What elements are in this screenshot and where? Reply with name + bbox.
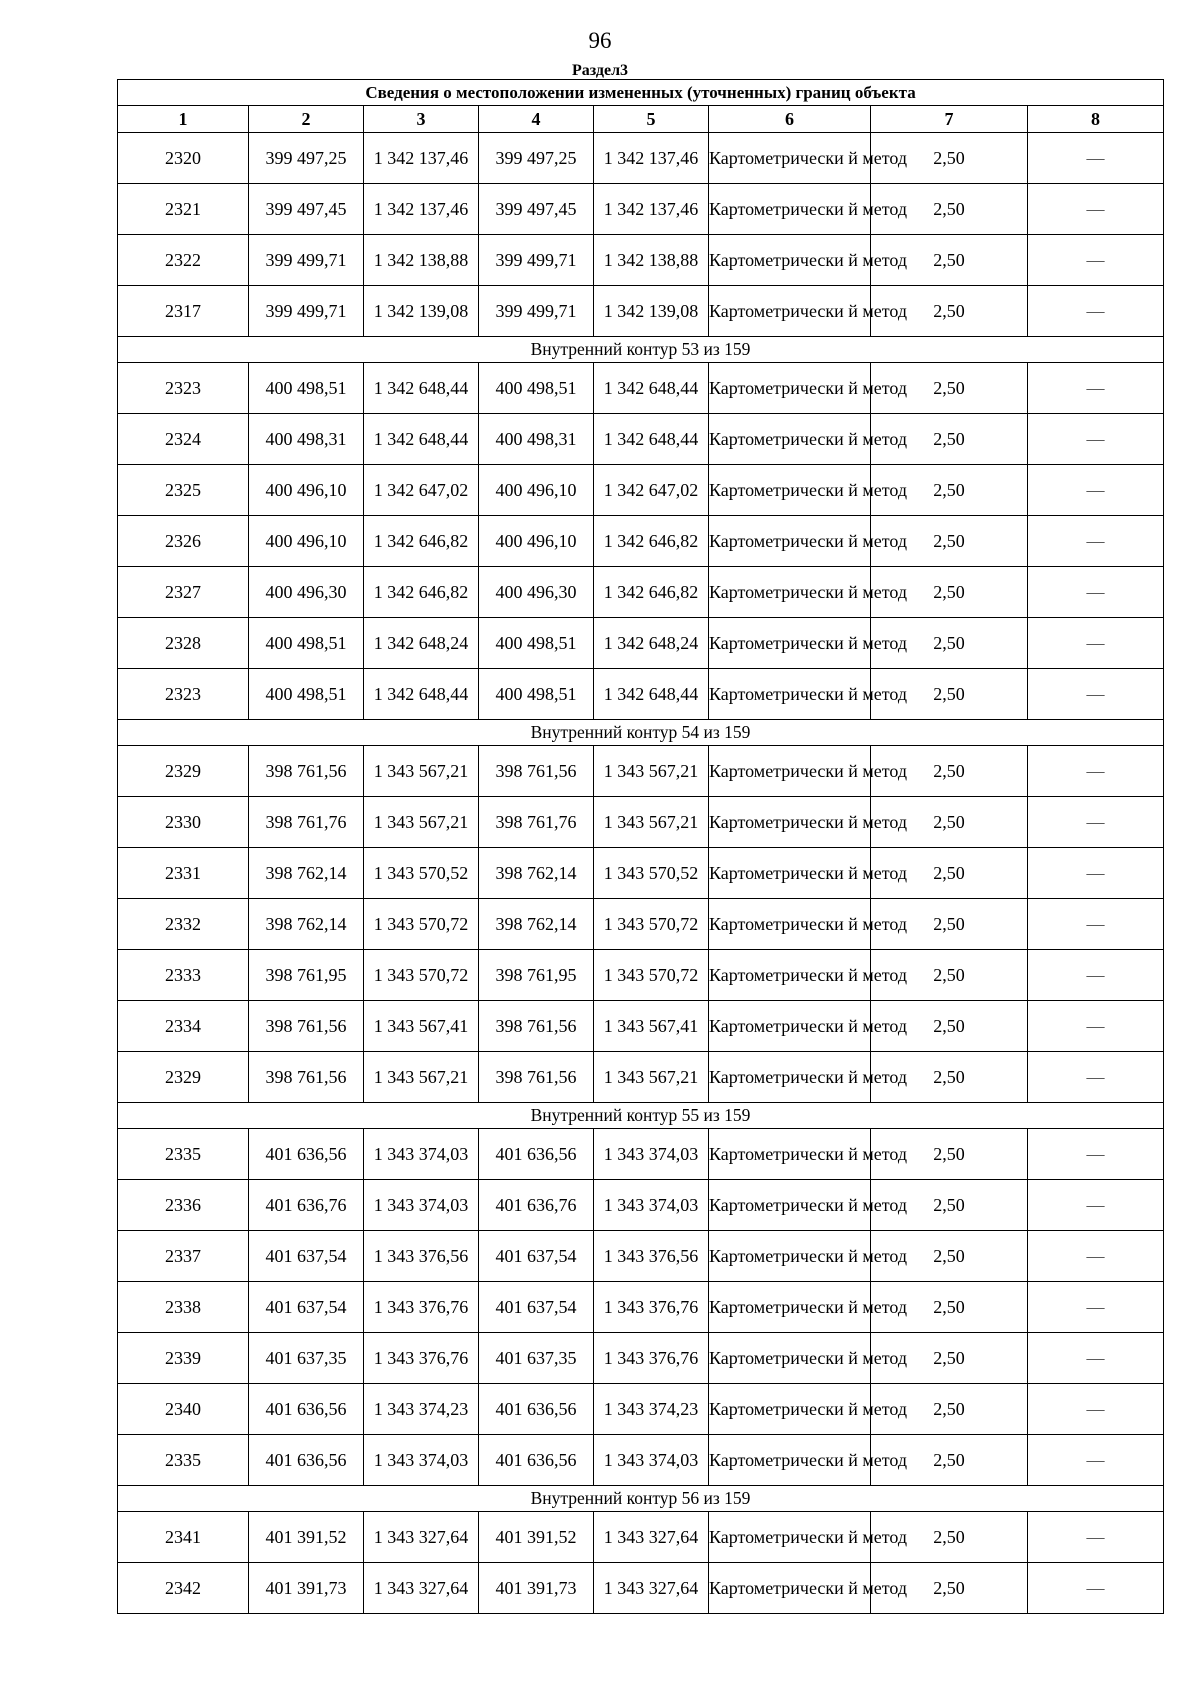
- y-new-cell: 1 342 139,08: [594, 286, 709, 337]
- y-old-cell: 1 343 567,21: [364, 797, 479, 848]
- x-old-cell: 401 391,52: [249, 1512, 364, 1563]
- y-new-cell: 1 342 646,82: [594, 516, 709, 567]
- note-cell: —: [1028, 1512, 1164, 1563]
- column-number-8: 8: [1028, 106, 1164, 133]
- point-number-cell: 2329: [118, 1052, 249, 1103]
- x-new-cell: 401 391,52: [479, 1512, 594, 1563]
- y-new-cell: 1 342 648,44: [594, 414, 709, 465]
- table-row: [118, 899, 1164, 950]
- point-number-cell: 2323: [118, 363, 249, 414]
- point-number-cell: 2337: [118, 1231, 249, 1282]
- y-new-cell: 1 343 567,21: [594, 797, 709, 848]
- x-new-cell: 401 636,56: [479, 1435, 594, 1486]
- y-old-cell: 1 343 374,03: [364, 1129, 479, 1180]
- table-row: [118, 1052, 1164, 1103]
- y-old-cell: 1 342 137,46: [364, 133, 479, 184]
- column-number-row: [118, 106, 1164, 133]
- y-new-cell: 1 342 648,44: [594, 669, 709, 720]
- x-old-cell: 400 496,30: [249, 567, 364, 618]
- y-new-cell: 1 343 570,72: [594, 899, 709, 950]
- accuracy-cell: 2,50: [871, 746, 1028, 797]
- note-cell: —: [1028, 1282, 1164, 1333]
- note-cell: —: [1028, 184, 1164, 235]
- contour-row: [118, 1486, 1164, 1512]
- y-new-cell: 1 343 570,52: [594, 848, 709, 899]
- y-new-cell: 1 343 567,21: [594, 746, 709, 797]
- point-number-cell: 2342: [118, 1563, 249, 1614]
- note-cell: —: [1028, 286, 1164, 337]
- x-old-cell: 399 499,71: [249, 286, 364, 337]
- x-old-cell: 400 496,10: [249, 516, 364, 567]
- x-old-cell: 400 498,31: [249, 414, 364, 465]
- y-new-cell: 1 343 374,03: [594, 1180, 709, 1231]
- y-old-cell: 1 342 137,46: [364, 184, 479, 235]
- y-new-cell: 1 343 374,23: [594, 1384, 709, 1435]
- note-cell: —: [1028, 1384, 1164, 1435]
- accuracy-cell: 2,50: [871, 1333, 1028, 1384]
- y-new-cell: 1 343 327,64: [594, 1563, 709, 1614]
- note-cell: —: [1028, 669, 1164, 720]
- x-new-cell: 401 637,54: [479, 1231, 594, 1282]
- accuracy-cell: 2,50: [871, 184, 1028, 235]
- point-number-cell: 2332: [118, 899, 249, 950]
- method-cell: Картометрически й метод: [709, 746, 871, 797]
- note-cell: —: [1028, 797, 1164, 848]
- accuracy-cell: 2,50: [871, 950, 1028, 1001]
- y-old-cell: 1 343 570,72: [364, 899, 479, 950]
- x-new-cell: 398 761,95: [479, 950, 594, 1001]
- note-cell: —: [1028, 567, 1164, 618]
- note-cell: —: [1028, 1129, 1164, 1180]
- y-new-cell: 1 343 327,64: [594, 1512, 709, 1563]
- x-old-cell: 398 761,76: [249, 797, 364, 848]
- column-number-3: 3: [364, 106, 479, 133]
- contour-label: Внутренний контур 54 из 159: [118, 720, 1164, 746]
- x-new-cell: 398 761,56: [479, 1001, 594, 1052]
- accuracy-cell: 2,50: [871, 465, 1028, 516]
- table-body: [118, 133, 1164, 1614]
- x-new-cell: 398 762,14: [479, 848, 594, 899]
- x-old-cell: 398 761,56: [249, 746, 364, 797]
- y-old-cell: 1 343 567,41: [364, 1001, 479, 1052]
- y-old-cell: 1 342 138,88: [364, 235, 479, 286]
- coordinates-table: [117, 79, 1164, 1614]
- x-new-cell: 398 761,56: [479, 746, 594, 797]
- table-row: [118, 133, 1164, 184]
- y-new-cell: 1 342 646,82: [594, 567, 709, 618]
- x-old-cell: 399 497,45: [249, 184, 364, 235]
- x-old-cell: 399 499,71: [249, 235, 364, 286]
- y-new-cell: 1 343 376,56: [594, 1231, 709, 1282]
- point-number-cell: 2329: [118, 746, 249, 797]
- accuracy-cell: 2,50: [871, 899, 1028, 950]
- x-old-cell: 398 762,14: [249, 899, 364, 950]
- method-cell: Картометрически й метод: [709, 1129, 871, 1180]
- method-cell: Картометрически й метод: [709, 363, 871, 414]
- point-number-cell: 2335: [118, 1435, 249, 1486]
- contour-row: [118, 1103, 1164, 1129]
- x-old-cell: 400 498,51: [249, 363, 364, 414]
- note-cell: —: [1028, 363, 1164, 414]
- method-cell: Картометрически й метод: [709, 133, 871, 184]
- table-row: [118, 1435, 1164, 1486]
- table-row: [118, 414, 1164, 465]
- y-old-cell: 1 343 570,52: [364, 848, 479, 899]
- accuracy-cell: 2,50: [871, 1435, 1028, 1486]
- x-old-cell: 401 637,35: [249, 1333, 364, 1384]
- y-old-cell: 1 343 567,21: [364, 1052, 479, 1103]
- note-cell: —: [1028, 235, 1164, 286]
- x-old-cell: 398 761,56: [249, 1001, 364, 1052]
- point-number-cell: 2321: [118, 184, 249, 235]
- note-cell: —: [1028, 1052, 1164, 1103]
- table-row: [118, 1512, 1164, 1563]
- contour-label: Внутренний контур 56 из 159: [118, 1486, 1164, 1512]
- method-cell: Картометрически й метод: [709, 516, 871, 567]
- section-title: Раздел3: [571, 62, 629, 79]
- note-cell: —: [1028, 1231, 1164, 1282]
- point-number-cell: 2335: [118, 1129, 249, 1180]
- method-cell: Картометрически й метод: [709, 950, 871, 1001]
- method-cell: Картометрически й метод: [709, 899, 871, 950]
- x-new-cell: 399 499,71: [479, 286, 594, 337]
- method-cell: Картометрически й метод: [709, 567, 871, 618]
- note-cell: —: [1028, 1563, 1164, 1614]
- point-number-cell: 2317: [118, 286, 249, 337]
- method-cell: Картометрически й метод: [709, 1001, 871, 1052]
- table-row: [118, 1333, 1164, 1384]
- y-old-cell: 1 343 327,64: [364, 1563, 479, 1614]
- method-cell: Картометрически й метод: [709, 1384, 871, 1435]
- point-number-cell: 2327: [118, 567, 249, 618]
- y-new-cell: 1 343 374,03: [594, 1435, 709, 1486]
- point-number-cell: 2339: [118, 1333, 249, 1384]
- y-old-cell: 1 343 374,23: [364, 1384, 479, 1435]
- table-row: [118, 465, 1164, 516]
- contour-row: [118, 337, 1164, 363]
- x-new-cell: 401 391,73: [479, 1563, 594, 1614]
- method-cell: Картометрически й метод: [709, 1231, 871, 1282]
- method-cell: Картометрически й метод: [709, 1512, 871, 1563]
- x-new-cell: 400 498,51: [479, 363, 594, 414]
- x-new-cell: 401 636,76: [479, 1180, 594, 1231]
- table-row: [118, 746, 1164, 797]
- x-new-cell: 400 496,10: [479, 465, 594, 516]
- x-old-cell: 401 636,56: [249, 1435, 364, 1486]
- method-cell: Картометрически й метод: [709, 848, 871, 899]
- x-new-cell: 401 636,56: [479, 1129, 594, 1180]
- y-old-cell: 1 343 374,03: [364, 1435, 479, 1486]
- x-new-cell: 398 761,56: [479, 1052, 594, 1103]
- y-new-cell: 1 343 567,41: [594, 1001, 709, 1052]
- method-cell: Картометрически й метод: [709, 1282, 871, 1333]
- y-old-cell: 1 342 648,44: [364, 363, 479, 414]
- x-new-cell: 400 496,10: [479, 516, 594, 567]
- x-old-cell: 401 637,54: [249, 1282, 364, 1333]
- table-row: [118, 1180, 1164, 1231]
- x-old-cell: 399 497,25: [249, 133, 364, 184]
- method-cell: Картометрически й метод: [709, 1435, 871, 1486]
- column-number-1: 1: [118, 106, 249, 133]
- x-old-cell: 398 761,56: [249, 1052, 364, 1103]
- note-cell: —: [1028, 465, 1164, 516]
- contour-row: [118, 720, 1164, 746]
- y-old-cell: 1 342 647,02: [364, 465, 479, 516]
- point-number-cell: 2338: [118, 1282, 249, 1333]
- point-number-cell: 2333: [118, 950, 249, 1001]
- x-new-cell: 401 637,54: [479, 1282, 594, 1333]
- y-new-cell: 1 342 647,02: [594, 465, 709, 516]
- x-new-cell: 399 499,71: [479, 235, 594, 286]
- column-number-4: 4: [479, 106, 594, 133]
- accuracy-cell: 2,50: [871, 669, 1028, 720]
- y-new-cell: 1 342 137,46: [594, 184, 709, 235]
- accuracy-cell: 2,50: [871, 1231, 1028, 1282]
- x-old-cell: 400 498,51: [249, 669, 364, 720]
- point-number-cell: 2331: [118, 848, 249, 899]
- column-number-6: 6: [709, 106, 871, 133]
- note-cell: —: [1028, 1180, 1164, 1231]
- accuracy-cell: 2,50: [871, 1563, 1028, 1614]
- accuracy-cell: 2,50: [871, 1001, 1028, 1052]
- note-cell: —: [1028, 899, 1164, 950]
- y-new-cell: 1 343 376,76: [594, 1282, 709, 1333]
- method-cell: Картометрически й метод: [709, 414, 871, 465]
- x-new-cell: 399 497,25: [479, 133, 594, 184]
- point-number-cell: 2328: [118, 618, 249, 669]
- table-row: [118, 1231, 1164, 1282]
- y-new-cell: 1 343 374,03: [594, 1129, 709, 1180]
- method-cell: Картометрически й метод: [709, 1180, 871, 1231]
- y-new-cell: 1 343 567,21: [594, 1052, 709, 1103]
- x-new-cell: 400 498,51: [479, 669, 594, 720]
- point-number-cell: 2330: [118, 797, 249, 848]
- contour-label: Внутренний контур 55 из 159: [118, 1103, 1164, 1129]
- x-old-cell: 401 636,76: [249, 1180, 364, 1231]
- table-row: [118, 286, 1164, 337]
- y-old-cell: 1 343 374,03: [364, 1180, 479, 1231]
- note-cell: —: [1028, 618, 1164, 669]
- y-old-cell: 1 343 376,56: [364, 1231, 479, 1282]
- point-number-cell: 2341: [118, 1512, 249, 1563]
- accuracy-cell: 2,50: [871, 1512, 1028, 1563]
- point-number-cell: 2323: [118, 669, 249, 720]
- x-old-cell: 401 636,56: [249, 1129, 364, 1180]
- x-new-cell: 398 762,14: [479, 899, 594, 950]
- point-number-cell: 2322: [118, 235, 249, 286]
- table-row: [118, 184, 1164, 235]
- x-new-cell: 400 498,31: [479, 414, 594, 465]
- note-cell: —: [1028, 1435, 1164, 1486]
- y-old-cell: 1 343 376,76: [364, 1333, 479, 1384]
- y-old-cell: 1 343 376,76: [364, 1282, 479, 1333]
- y-old-cell: 1 342 648,44: [364, 414, 479, 465]
- accuracy-cell: 2,50: [871, 1384, 1028, 1435]
- x-old-cell: 401 636,56: [249, 1384, 364, 1435]
- y-old-cell: 1 343 567,21: [364, 746, 479, 797]
- accuracy-cell: 2,50: [871, 363, 1028, 414]
- method-cell: Картометрически й метод: [709, 669, 871, 720]
- method-cell: Картометрически й метод: [709, 465, 871, 516]
- method-cell: Картометрически й метод: [709, 1052, 871, 1103]
- y-old-cell: 1 343 327,64: [364, 1512, 479, 1563]
- accuracy-cell: 2,50: [871, 1282, 1028, 1333]
- note-cell: —: [1028, 1333, 1164, 1384]
- x-new-cell: 401 637,35: [479, 1333, 594, 1384]
- method-cell: Картометрически й метод: [709, 235, 871, 286]
- y-old-cell: 1 342 646,82: [364, 567, 479, 618]
- x-old-cell: 398 762,14: [249, 848, 364, 899]
- accuracy-cell: 2,50: [871, 797, 1028, 848]
- y-old-cell: 1 342 648,44: [364, 669, 479, 720]
- table-row: [118, 1282, 1164, 1333]
- table-row: [118, 669, 1164, 720]
- accuracy-cell: 2,50: [871, 618, 1028, 669]
- accuracy-cell: 2,50: [871, 1052, 1028, 1103]
- page-number: 96: [588, 28, 612, 53]
- x-old-cell: 398 761,95: [249, 950, 364, 1001]
- method-cell: Картометрически й метод: [709, 1333, 871, 1384]
- note-cell: —: [1028, 516, 1164, 567]
- accuracy-cell: 2,50: [871, 1129, 1028, 1180]
- table-row: [118, 235, 1164, 286]
- point-number-cell: 2336: [118, 1180, 249, 1231]
- note-cell: —: [1028, 950, 1164, 1001]
- x-new-cell: 400 496,30: [479, 567, 594, 618]
- y-new-cell: 1 342 648,44: [594, 363, 709, 414]
- x-old-cell: 401 637,54: [249, 1231, 364, 1282]
- y-new-cell: 1 342 138,88: [594, 235, 709, 286]
- table-caption: Сведения о местоположении измененных (уточненных) границ объекта: [118, 80, 1164, 106]
- note-cell: —: [1028, 848, 1164, 899]
- table-row: [118, 1563, 1164, 1614]
- method-cell: Картометрически й метод: [709, 618, 871, 669]
- x-old-cell: 400 498,51: [249, 618, 364, 669]
- y-new-cell: 1 342 137,46: [594, 133, 709, 184]
- note-cell: —: [1028, 414, 1164, 465]
- y-new-cell: 1 342 648,24: [594, 618, 709, 669]
- accuracy-cell: 2,50: [871, 235, 1028, 286]
- y-new-cell: 1 343 376,76: [594, 1333, 709, 1384]
- x-new-cell: 401 636,56: [479, 1384, 594, 1435]
- column-number-7: 7: [871, 106, 1028, 133]
- accuracy-cell: 2,50: [871, 133, 1028, 184]
- x-new-cell: 398 761,76: [479, 797, 594, 848]
- accuracy-cell: 2,50: [871, 1180, 1028, 1231]
- y-old-cell: 1 342 648,24: [364, 618, 479, 669]
- x-old-cell: 400 496,10: [249, 465, 364, 516]
- y-old-cell: 1 342 646,82: [364, 516, 479, 567]
- accuracy-cell: 2,50: [871, 414, 1028, 465]
- y-old-cell: 1 343 570,72: [364, 950, 479, 1001]
- x-new-cell: 400 498,51: [479, 618, 594, 669]
- table-row: [118, 797, 1164, 848]
- accuracy-cell: 2,50: [871, 848, 1028, 899]
- point-number-cell: 2326: [118, 516, 249, 567]
- y-new-cell: 1 343 570,72: [594, 950, 709, 1001]
- point-number-cell: 2320: [118, 133, 249, 184]
- table-row: [118, 1129, 1164, 1180]
- table-row: [118, 363, 1164, 414]
- accuracy-cell: 2,50: [871, 567, 1028, 618]
- table-row: [118, 1001, 1164, 1052]
- table-row: [118, 950, 1164, 1001]
- table-row: [118, 618, 1164, 669]
- point-number-cell: 2340: [118, 1384, 249, 1435]
- note-cell: —: [1028, 133, 1164, 184]
- note-cell: —: [1028, 1001, 1164, 1052]
- note-cell: —: [1028, 746, 1164, 797]
- column-number-2: 2: [249, 106, 364, 133]
- table-row: [118, 567, 1164, 618]
- method-cell: Картометрически й метод: [709, 286, 871, 337]
- accuracy-cell: 2,50: [871, 286, 1028, 337]
- accuracy-cell: 2,50: [871, 516, 1028, 567]
- table-row: [118, 848, 1164, 899]
- method-cell: Картометрически й метод: [709, 797, 871, 848]
- x-new-cell: 399 497,45: [479, 184, 594, 235]
- point-number-cell: 2334: [118, 1001, 249, 1052]
- table-row: [118, 1384, 1164, 1435]
- table-row: [118, 516, 1164, 567]
- column-number-5: 5: [594, 106, 709, 133]
- y-old-cell: 1 342 139,08: [364, 286, 479, 337]
- point-number-cell: 2324: [118, 414, 249, 465]
- x-old-cell: 401 391,73: [249, 1563, 364, 1614]
- method-cell: Картометрически й метод: [709, 184, 871, 235]
- method-cell: Картометрически й метод: [709, 1563, 871, 1614]
- point-number-cell: 2325: [118, 465, 249, 516]
- contour-label: Внутренний контур 53 из 159: [118, 337, 1164, 363]
